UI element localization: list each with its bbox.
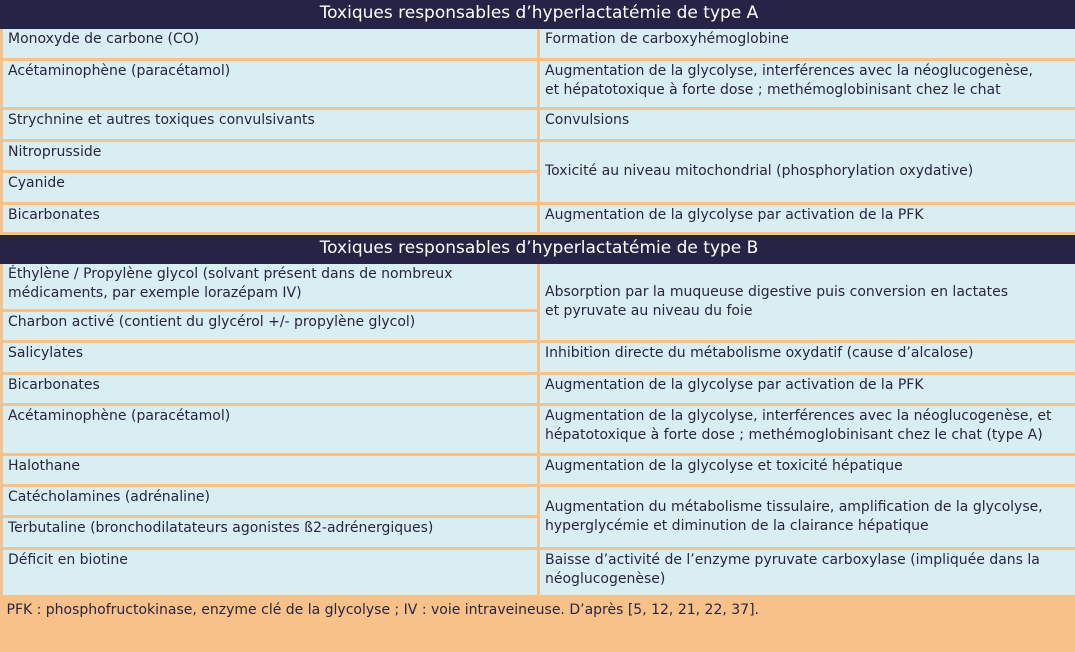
toxic-cell: Monoxyde de carbone (CO) — [2, 28, 539, 60]
toxic-cell: Cyanide — [2, 172, 539, 204]
table-row — [2, 28, 1075, 60]
table-row — [2, 405, 1075, 455]
footnote: PFK : phosphofructokinase, enzyme clé de la glycolyse ; IV : voie intraveineuse. D’après [5, 12, 21, 22, 37]. — [2, 597, 1075, 629]
toxic-cell: Déficit en biotine — [2, 549, 539, 597]
section-b-header-row — [2, 234, 1075, 263]
toxic-cell: Catécholamines (adrénaline) — [2, 486, 539, 517]
table-row — [2, 342, 1075, 374]
table-row — [2, 374, 1075, 405]
table-row — [2, 204, 1075, 234]
mechanism-cell: Augmentation du métabolisme tissulaire, amplification de la glycolyse, hyperglycémie et diminution de la clairance hépatique — [539, 486, 1075, 549]
toxic-cell: Terbutaline (bronchodilatateurs agonistes ß2-adrénergiques) — [2, 517, 539, 549]
toxic-cell: Salicylates — [2, 342, 539, 374]
section-a-title: Toxiques responsables d’hyperlactatémie de type A — [2, 0, 1075, 28]
toxic-cell: Acétaminophène (paracétamol) — [2, 405, 539, 455]
toxic-cell: Bicarbonates — [2, 374, 539, 405]
toxic-cell: Strychnine et autres toxiques convulsivants — [2, 109, 539, 141]
mechanism-cell: Inhibition directe du métabolisme oxydatif (cause d’alcalose) — [539, 342, 1075, 374]
mechanism-cell: Augmentation de la glycolyse et toxicité hépatique — [539, 455, 1075, 486]
toxic-cell: Éthylène / Propylène glycol (solvant présent dans de nombreux médicaments, par exemple lorazépam IV) — [2, 263, 539, 311]
section-b-title: Toxiques responsables d’hyperlactatémie de type B — [2, 234, 1075, 263]
toxic-cell: Nitroprusside — [2, 141, 539, 172]
table-row — [2, 486, 1075, 517]
toxic-cell: Acétaminophène (paracétamol) — [2, 60, 539, 109]
table-row — [2, 455, 1075, 486]
table-row — [2, 109, 1075, 141]
table-row — [2, 549, 1075, 597]
table-row — [2, 141, 1075, 172]
table-row — [2, 60, 1075, 109]
toxic-cell: Charbon activé (contient du glycérol +/- propylène glycol) — [2, 311, 539, 342]
mechanism-cell: Toxicité au niveau mitochondrial (phosphorylation oxydative) — [539, 141, 1075, 204]
mechanism-cell: Baisse d’activité de l’enzyme pyruvate carboxylase (impliquée dans la néoglucogenèse) — [539, 549, 1075, 597]
footnote-row — [2, 597, 1075, 629]
mechanism-cell: Formation de carboxyhémoglobine — [539, 28, 1075, 60]
mechanism-cell: Augmentation de la glycolyse par activation de la PFK — [539, 374, 1075, 405]
table-row — [2, 263, 1075, 311]
mechanism-cell: Convulsions — [539, 109, 1075, 141]
mechanism-cell: Augmentation de la glycolyse, interférences avec la néoglucogenèse, et hépatotoxique à forte dose ; methémoglobinisant chez le chat (type A) — [539, 405, 1075, 455]
mechanism-cell: Absorption par la muqueuse digestive puis conversion en lactates et pyruvate au niveau du foie — [539, 263, 1075, 342]
toxic-cell: Bicarbonates — [2, 204, 539, 234]
mechanism-cell: Augmentation de la glycolyse par activation de la PFK — [539, 204, 1075, 234]
section-a-header-row — [2, 0, 1075, 28]
mechanism-cell: Augmentation de la glycolyse, interférences avec la néoglucogenèse, et hépatotoxique à forte dose ; methémoglobinisant chez le chat — [539, 60, 1075, 109]
toxic-cell: Halothane — [2, 455, 539, 486]
